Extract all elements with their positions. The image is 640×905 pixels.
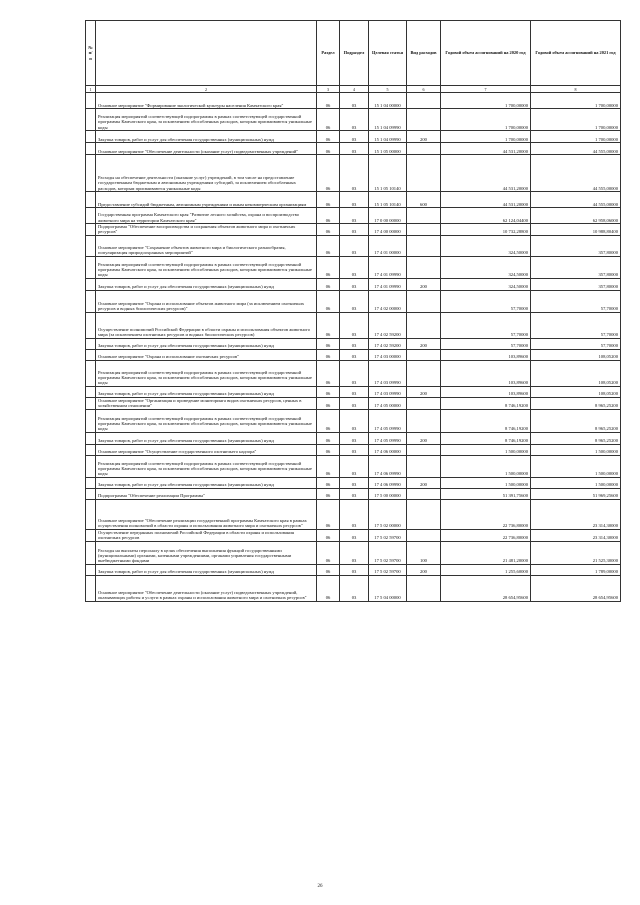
- row-name: Закупка товаров, работ и услуг для обеспечения государственных (муниципальных) нужд: [96, 338, 317, 349]
- row-vr: 600: [407, 192, 441, 208]
- row-csr: 17 4 01 09990: [369, 278, 407, 290]
- row-2020: 57,70000: [441, 312, 531, 338]
- row-name: Основное мероприятие "Обеспечение деятельности (оказание услуг) подведомственных учреждений, оказывающих работы и услуги в рамках охраны и использования животного мира и охотничьих ресурсов": [96, 575, 317, 601]
- column-number: 2: [96, 86, 317, 93]
- row-csr: 17 4 00 00000: [369, 224, 407, 236]
- row-razdel: 06: [317, 224, 340, 236]
- row-podrazdel: 03: [340, 131, 369, 143]
- table-body: [86, 93, 621, 602]
- row-vr: 200: [407, 477, 441, 488]
- row-2021: 1 500,00000: [531, 444, 621, 455]
- table-row: [86, 224, 621, 236]
- row-csr: 17 5 02 59700: [369, 529, 407, 541]
- row-csr: 17 4 05 00000: [369, 397, 407, 409]
- row-razdel: 06: [317, 235, 340, 256]
- row-podrazdel: 03: [340, 290, 369, 312]
- table-row: [86, 575, 621, 601]
- table-row: [86, 349, 621, 360]
- row-2020: 324,50000: [441, 235, 531, 256]
- row-2021: 28 654,95600: [531, 575, 621, 601]
- row-2021: 1 700,00000: [531, 93, 621, 109]
- row-vr: [407, 235, 441, 256]
- row-2021: 23 314,30000: [531, 529, 621, 541]
- row-2021: 8 965,25200: [531, 432, 621, 444]
- row-podrazdel: 03: [340, 155, 369, 192]
- row-podrazdel: 03: [340, 529, 369, 541]
- row-2021: 8 965,25200: [531, 397, 621, 409]
- row-name: Основное мероприятие "Обеспечение деятельности (оказание услуг) подведомственных учреждений": [96, 143, 317, 155]
- row-2021: 62 958,06000: [531, 208, 621, 224]
- row-podrazdel: 03: [340, 256, 369, 278]
- num-cell: [86, 338, 96, 349]
- row-name: Основное мероприятие "Осуществление государственного охотничьего надзора": [96, 444, 317, 455]
- row-vr: [407, 409, 441, 432]
- row-razdel: 06: [317, 575, 340, 601]
- row-csr: 15 1 05 10140: [369, 192, 407, 208]
- row-csr: 15 1 05 00000: [369, 143, 407, 155]
- row-podrazdel: 03: [340, 349, 369, 360]
- row-2020: 21 481,20000: [441, 541, 531, 564]
- row-2021: 44 555,00000: [531, 192, 621, 208]
- row-name: Реализация мероприятий соответствующей подпрограммы в рамках соответствующей государственной программы Камчатского края, за исключением обособленных расходов, которым присваиваются уникальные коды: [96, 256, 317, 278]
- header-num: № п/п: [86, 21, 96, 86]
- row-2020: 1 700,00000: [441, 93, 531, 109]
- num-cell: [86, 444, 96, 455]
- row-csr: 17 4 02 59200: [369, 338, 407, 349]
- column-number: 3: [317, 86, 340, 93]
- row-2021: 108,05200: [531, 386, 621, 397]
- row-2020: 44 531,20000: [441, 192, 531, 208]
- row-vr: [407, 208, 441, 224]
- row-vr: [407, 499, 441, 529]
- row-razdel: 06: [317, 488, 340, 499]
- table-row: [86, 155, 621, 192]
- row-2021: 44 555,00000: [531, 155, 621, 192]
- column-number: 8: [531, 86, 621, 93]
- column-number-row: [86, 86, 621, 93]
- num-cell: [86, 312, 96, 338]
- row-2020: 8 746,19200: [441, 397, 531, 409]
- row-razdel: 06: [317, 93, 340, 109]
- num-cell: [86, 235, 96, 256]
- table-row: [86, 360, 621, 386]
- header-vr: Вид расходов: [407, 21, 441, 86]
- row-name: Основное мероприятие "Охрана и использование объектов животного мира (за исключением охотничьих ресурсов и водных биологических ресурсов)": [96, 290, 317, 312]
- row-razdel: 06: [317, 338, 340, 349]
- row-podrazdel: 03: [340, 432, 369, 444]
- row-vr: [407, 256, 441, 278]
- table-row: [86, 488, 621, 499]
- table-row: [86, 444, 621, 455]
- header-name: [96, 21, 317, 86]
- row-name: Осуществление полномочий Российской Федерации в области охраны и использования объектов животного мира (за исключением охотничьих ресурсов и водных биологических ресурсов): [96, 312, 317, 338]
- table-row: [86, 541, 621, 564]
- row-csr: 17 5 00 00000: [369, 488, 407, 499]
- table-row: [86, 455, 621, 477]
- row-vr: [407, 488, 441, 499]
- row-name: Закупка товаров, работ и услуг для обеспечения государственных (муниципальных) нужд: [96, 386, 317, 397]
- row-podrazdel: 03: [340, 455, 369, 477]
- row-vr: 200: [407, 386, 441, 397]
- table-row: [86, 143, 621, 155]
- row-2021: 1 700,00000: [531, 131, 621, 143]
- num-cell: [86, 93, 96, 109]
- row-podrazdel: 03: [340, 477, 369, 488]
- table-row: [86, 397, 621, 409]
- row-podrazdel: 03: [340, 409, 369, 432]
- row-vr: [407, 444, 441, 455]
- row-2020: 22 736,80000: [441, 529, 531, 541]
- row-2021: 10 988,80400: [531, 224, 621, 236]
- row-2020: 103,89600: [441, 349, 531, 360]
- num-cell: [86, 192, 96, 208]
- num-cell: [86, 397, 96, 409]
- row-podrazdel: 03: [340, 488, 369, 499]
- num-cell: [86, 131, 96, 143]
- row-podrazdel: 03: [340, 338, 369, 349]
- row-razdel: 06: [317, 143, 340, 155]
- row-vr: [407, 312, 441, 338]
- num-cell: [86, 432, 96, 444]
- row-razdel: 06: [317, 208, 340, 224]
- num-cell: [86, 349, 96, 360]
- row-razdel: 06: [317, 455, 340, 477]
- num-cell: [86, 155, 96, 192]
- table-row: [86, 256, 621, 278]
- row-razdel: 06: [317, 278, 340, 290]
- row-csr: 17 4 03 09990: [369, 386, 407, 397]
- num-cell: [86, 109, 96, 131]
- table-row: [86, 290, 621, 312]
- row-vr: 100: [407, 541, 441, 564]
- row-razdel: 06: [317, 131, 340, 143]
- row-razdel: 06: [317, 192, 340, 208]
- row-razdel: 06: [317, 109, 340, 131]
- table-row: [86, 499, 621, 529]
- row-2021: 21 525,30000: [531, 541, 621, 564]
- row-2021: 357,80000: [531, 278, 621, 290]
- budget-table-sheet: [85, 20, 620, 602]
- row-podrazdel: 03: [340, 143, 369, 155]
- num-cell: [86, 529, 96, 541]
- row-razdel: 06: [317, 349, 340, 360]
- row-2020: 10 732,28800: [441, 224, 531, 236]
- table-row: [86, 235, 621, 256]
- row-name: Расходы на обеспечение деятельности (оказание услуг) учреждений, в том числе на предоставление государственным бюджетным и автономным учреждениям субсидий, за исключением обособленных расходов, которым присваиваются уникальные коды: [96, 155, 317, 192]
- num-cell: [86, 278, 96, 290]
- row-vr: 200: [407, 131, 441, 143]
- row-name: Осуществление переданных полномочий Российской Федерации в области охраны и использования охотничьих ресурсов: [96, 529, 317, 541]
- row-2020: 57,70000: [441, 338, 531, 349]
- row-podrazdel: 03: [340, 564, 369, 575]
- row-csr: 17 4 05 09990: [369, 409, 407, 432]
- row-name: Основное мероприятие "Формирование экологической культуры населения Камчатского края": [96, 93, 317, 109]
- row-csr: 15 1 04 09990: [369, 131, 407, 143]
- num-cell: [86, 208, 96, 224]
- row-name: Реализация мероприятий соответствующей подпрограммы в рамках соответствующей государственной программы Камчатского края, за исключением обособленных расходов, которым присваиваются уникальные коды: [96, 360, 317, 386]
- row-2021: 108,05200: [531, 349, 621, 360]
- row-2020: 1 700,00000: [441, 131, 531, 143]
- row-2021: 57,70000: [531, 312, 621, 338]
- row-csr: 17 4 05 09990: [369, 432, 407, 444]
- row-vr: [407, 109, 441, 131]
- row-podrazdel: 03: [340, 541, 369, 564]
- row-podrazdel: 03: [340, 360, 369, 386]
- table-row: [86, 564, 621, 575]
- row-podrazdel: 03: [340, 224, 369, 236]
- row-razdel: 06: [317, 386, 340, 397]
- table-row: [86, 312, 621, 338]
- table-row: [86, 477, 621, 488]
- row-vr: [407, 397, 441, 409]
- row-csr: 17 4 02 00000: [369, 290, 407, 312]
- row-name: Закупка товаров, работ и услуг для обеспечения государственных (муниципальных) нужд: [96, 278, 317, 290]
- row-name: Закупка товаров, работ и услуг для обеспечения государственных (муниципальных) нужд: [96, 477, 317, 488]
- row-2020: 44 531,20000: [441, 143, 531, 155]
- row-name: Предоставление субсидий бюджетным, автономным учреждениям и иным некоммерческим организациям: [96, 192, 317, 208]
- row-2021: 357,80000: [531, 256, 621, 278]
- row-razdel: 06: [317, 444, 340, 455]
- row-name: Реализация мероприятий соответствующей подпрограммы в рамках соответствующей государственной программы Камчатского края, за исключением обособленных расходов, которым присваиваются уникальные коды: [96, 109, 317, 131]
- row-vr: 200: [407, 564, 441, 575]
- row-2021: 51 969,25600: [531, 488, 621, 499]
- row-podrazdel: 03: [340, 575, 369, 601]
- header-2021: Годовой объем ассигнований на 2021 год: [531, 21, 621, 86]
- row-vr: [407, 349, 441, 360]
- row-vr: [407, 360, 441, 386]
- row-podrazdel: 03: [340, 312, 369, 338]
- table-row: [86, 93, 621, 109]
- table-row: [86, 109, 621, 131]
- row-name: Государственная программа Камчатского края "Развитие лесного хозяйства, охрана и воспроизводство животного мира на территории Камчатского края": [96, 208, 317, 224]
- row-podrazdel: 03: [340, 499, 369, 529]
- row-razdel: 06: [317, 432, 340, 444]
- row-vr: [407, 455, 441, 477]
- table-row: [86, 529, 621, 541]
- row-2021: 357,80000: [531, 235, 621, 256]
- row-csr: 17 4 01 09990: [369, 256, 407, 278]
- row-vr: [407, 155, 441, 192]
- row-2020: 8 746,19200: [441, 409, 531, 432]
- table-row: [86, 432, 621, 444]
- row-razdel: 06: [317, 256, 340, 278]
- row-name: Основное мероприятие "Сохранение объектов животного мира и биологического разнообразия, популяризация природоохранных мероприятий": [96, 235, 317, 256]
- row-csr: 17 4 02 59200: [369, 312, 407, 338]
- row-podrazdel: 03: [340, 397, 369, 409]
- row-2020: 1 700,00000: [441, 109, 531, 131]
- row-2020: 324,50000: [441, 278, 531, 290]
- row-razdel: 06: [317, 477, 340, 488]
- row-2020: 324,50000: [441, 256, 531, 278]
- row-2021: 108,05200: [531, 360, 621, 386]
- row-razdel: 06: [317, 155, 340, 192]
- column-number: 4: [340, 86, 369, 93]
- row-vr: [407, 93, 441, 109]
- row-csr: 17 5 02 00000: [369, 499, 407, 529]
- row-2020: 44 531,20000: [441, 155, 531, 192]
- row-2020: 28 654,95600: [441, 575, 531, 601]
- row-2020: 57,70000: [441, 290, 531, 312]
- column-number: 7: [441, 86, 531, 93]
- row-2020: 22 736,80000: [441, 499, 531, 529]
- row-2020: 103,89600: [441, 386, 531, 397]
- table-row: [86, 338, 621, 349]
- row-2020: 8 746,19200: [441, 432, 531, 444]
- row-name: Подпрограмма "Обеспечение реализации Программы": [96, 488, 317, 499]
- row-csr: 17 4 06 00000: [369, 444, 407, 455]
- num-cell: [86, 290, 96, 312]
- row-podrazdel: 03: [340, 235, 369, 256]
- row-csr: 15 1 04 09990: [369, 109, 407, 131]
- header-2020: Годовой объем ассигнований на 2020 год: [441, 21, 531, 86]
- row-vr: [407, 143, 441, 155]
- row-2020: 1 255,60000: [441, 564, 531, 575]
- row-csr: 17 4 03 09990: [369, 360, 407, 386]
- row-razdel: 06: [317, 312, 340, 338]
- row-2021: 1 500,00000: [531, 477, 621, 488]
- row-2021: 44 555,00000: [531, 143, 621, 155]
- header-podrazdel: Подраздел: [340, 21, 369, 86]
- num-cell: [86, 224, 96, 236]
- num-cell: [86, 455, 96, 477]
- table-row: [86, 278, 621, 290]
- header-razdel: Раздел: [317, 21, 340, 86]
- row-podrazdel: 03: [340, 93, 369, 109]
- header-csr: Целевая статья: [369, 21, 407, 86]
- row-podrazdel: 03: [340, 208, 369, 224]
- row-name: Реализация мероприятий соответствующей подпрограммы в рамках соответствующей государственной программы Камчатского края, за исключением обособленных расходов, которым присваиваются уникальные коды: [96, 455, 317, 477]
- row-2021: 1 500,00000: [531, 455, 621, 477]
- row-name: Подпрограмма "Обеспечение воспроизводства и сохранения объектов животного мира и охотничьих ресурсов": [96, 224, 317, 236]
- row-2021: 1 789,00000: [531, 564, 621, 575]
- row-razdel: 06: [317, 529, 340, 541]
- row-2021: 1 700,00000: [531, 109, 621, 131]
- row-2020: 1 500,00000: [441, 455, 531, 477]
- row-vr: [407, 290, 441, 312]
- row-2021: 57,70000: [531, 338, 621, 349]
- row-csr: 17 5 02 59700: [369, 541, 407, 564]
- page-number: 26: [317, 884, 323, 889]
- row-razdel: 06: [317, 564, 340, 575]
- table-row: [86, 386, 621, 397]
- column-number: 1: [86, 86, 96, 93]
- row-razdel: 06: [317, 409, 340, 432]
- row-csr: 17 4 03 00000: [369, 349, 407, 360]
- row-name: Основное мероприятие "Организация и проведение мониторинга видов охотничьих ресурсов, ценных в хозяйственном отношении": [96, 397, 317, 409]
- row-csr: 17 0 00 00000: [369, 208, 407, 224]
- row-vr: [407, 529, 441, 541]
- row-vr: [407, 575, 441, 601]
- row-vr: [407, 224, 441, 236]
- num-cell: [86, 477, 96, 488]
- row-name: Закупка товаров, работ и услуг для обеспечения государственных (муниципальных) нужд: [96, 131, 317, 143]
- row-2021: 23 314,30000: [531, 499, 621, 529]
- num-cell: [86, 386, 96, 397]
- row-name: Расходы на выплаты персоналу в целях обеспечения выполнения функций государственными (муниципальными) органами, казенными учреждениями, органами управления государственными внебюджетными фондами: [96, 541, 317, 564]
- row-razdel: 06: [317, 397, 340, 409]
- row-2020: 62 124,04400: [441, 208, 531, 224]
- row-razdel: 06: [317, 360, 340, 386]
- row-csr: 15 1 05 10140: [369, 155, 407, 192]
- row-razdel: 06: [317, 541, 340, 564]
- num-cell: [86, 541, 96, 564]
- column-number: 6: [407, 86, 441, 93]
- row-csr: 17 5 02 59700: [369, 564, 407, 575]
- row-csr: 17 5 04 00000: [369, 575, 407, 601]
- num-cell: [86, 409, 96, 432]
- row-vr: 200: [407, 432, 441, 444]
- row-2020: 103,89600: [441, 360, 531, 386]
- num-cell: [86, 256, 96, 278]
- table-row: [86, 131, 621, 143]
- num-cell: [86, 488, 96, 499]
- row-2021: 8 965,25200: [531, 409, 621, 432]
- row-csr: 17 4 06 09990: [369, 455, 407, 477]
- row-name: Закупка товаров, работ и услуг для обеспечения государственных (муниципальных) нужд: [96, 564, 317, 575]
- budget-table: [85, 20, 621, 602]
- row-csr: 15 1 04 00000: [369, 93, 407, 109]
- row-csr: 17 4 06 09990: [369, 477, 407, 488]
- table-row: [86, 208, 621, 224]
- row-podrazdel: 03: [340, 278, 369, 290]
- row-name: Закупка товаров, работ и услуг для обеспечения государственных (муниципальных) нужд: [96, 432, 317, 444]
- table-row: [86, 192, 621, 208]
- row-csr: 17 4 01 00000: [369, 235, 407, 256]
- row-name: Основное мероприятие "Обеспечение реализации государственной программы Камчатского края в рамках осуществления полномочий в области охраны и использования животного мира и охотничьих ресурсов": [96, 499, 317, 529]
- num-cell: [86, 575, 96, 601]
- row-2021: 57,70000: [531, 290, 621, 312]
- num-cell: [86, 360, 96, 386]
- table-row: [86, 409, 621, 432]
- table-header-row: [86, 21, 621, 86]
- row-name: Основное мероприятие "Охрана и использование охотничьих ресурсов": [96, 349, 317, 360]
- row-podrazdel: 03: [340, 192, 369, 208]
- row-name: Реализация мероприятий соответствующей подпрограммы в рамках соответствующей государственной программы Камчатского края, за исключением обособленных расходов, которым присваиваются уникальные коды: [96, 409, 317, 432]
- row-podrazdel: 03: [340, 109, 369, 131]
- row-2020: 51 391,75600: [441, 488, 531, 499]
- row-2020: 1 500,00000: [441, 477, 531, 488]
- row-podrazdel: 03: [340, 386, 369, 397]
- column-number: 5: [369, 86, 407, 93]
- row-podrazdel: 03: [340, 444, 369, 455]
- row-razdel: 06: [317, 290, 340, 312]
- num-cell: [86, 499, 96, 529]
- num-cell: [86, 564, 96, 575]
- row-2020: 1 500,00000: [441, 444, 531, 455]
- row-vr: 200: [407, 278, 441, 290]
- num-cell: [86, 143, 96, 155]
- row-vr: 200: [407, 338, 441, 349]
- row-razdel: 06: [317, 499, 340, 529]
